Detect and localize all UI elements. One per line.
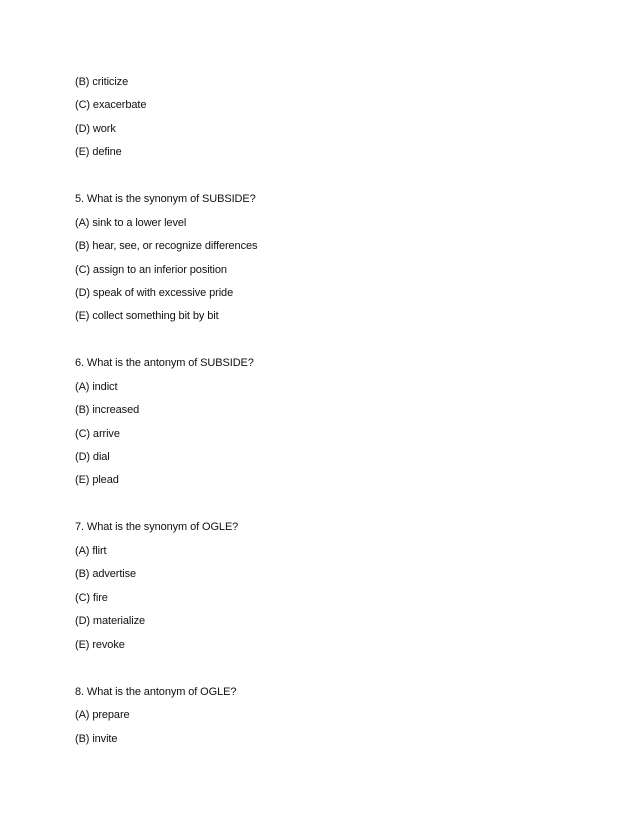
option-c-exacerbate: (C) exacerbate bbox=[75, 99, 147, 111]
q6-option-a: (A) indict bbox=[75, 381, 118, 393]
q5-option-e: (E) collect something bit by bit bbox=[75, 310, 219, 322]
option-e-define: (E) define bbox=[75, 146, 122, 158]
question-7: 7. What is the synonym of OGLE? bbox=[75, 521, 239, 533]
q5-option-c: (C) assign to an inferior position bbox=[75, 264, 227, 276]
q7-option-a: (A) flirt bbox=[75, 545, 107, 557]
q5-option-b: (B) hear, see, or recognize differences bbox=[75, 240, 258, 252]
q5-option-d: (D) speak of with excessive pride bbox=[75, 287, 234, 299]
q7-option-e: (E) revoke bbox=[75, 639, 125, 651]
q6-option-c: (C) arrive bbox=[75, 428, 120, 440]
q6-option-b: (B) increased bbox=[75, 404, 140, 416]
question-5: 5. What is the synonym of SUBSIDE? bbox=[75, 193, 256, 205]
q7-option-d: (D) materialize bbox=[75, 615, 146, 627]
q6-option-e: (E) plead bbox=[75, 474, 119, 486]
q6-option-d: (D) dial bbox=[75, 451, 110, 463]
question-6: 6. What is the antonym of SUBSIDE? bbox=[75, 357, 254, 369]
q8-option-a: (A) prepare bbox=[75, 709, 130, 721]
q7-option-c: (C) fire bbox=[75, 592, 108, 604]
q8-option-b: (B) invite bbox=[75, 733, 118, 745]
q5-option-a: (A) sink to a lower level bbox=[75, 217, 187, 229]
question-8: 8. What is the antonym of OGLE? bbox=[75, 686, 237, 698]
option-d-work: (D) work bbox=[75, 123, 116, 135]
option-b-criticize: (B) criticize bbox=[75, 76, 129, 88]
q7-option-b: (B) advertise bbox=[75, 568, 137, 580]
